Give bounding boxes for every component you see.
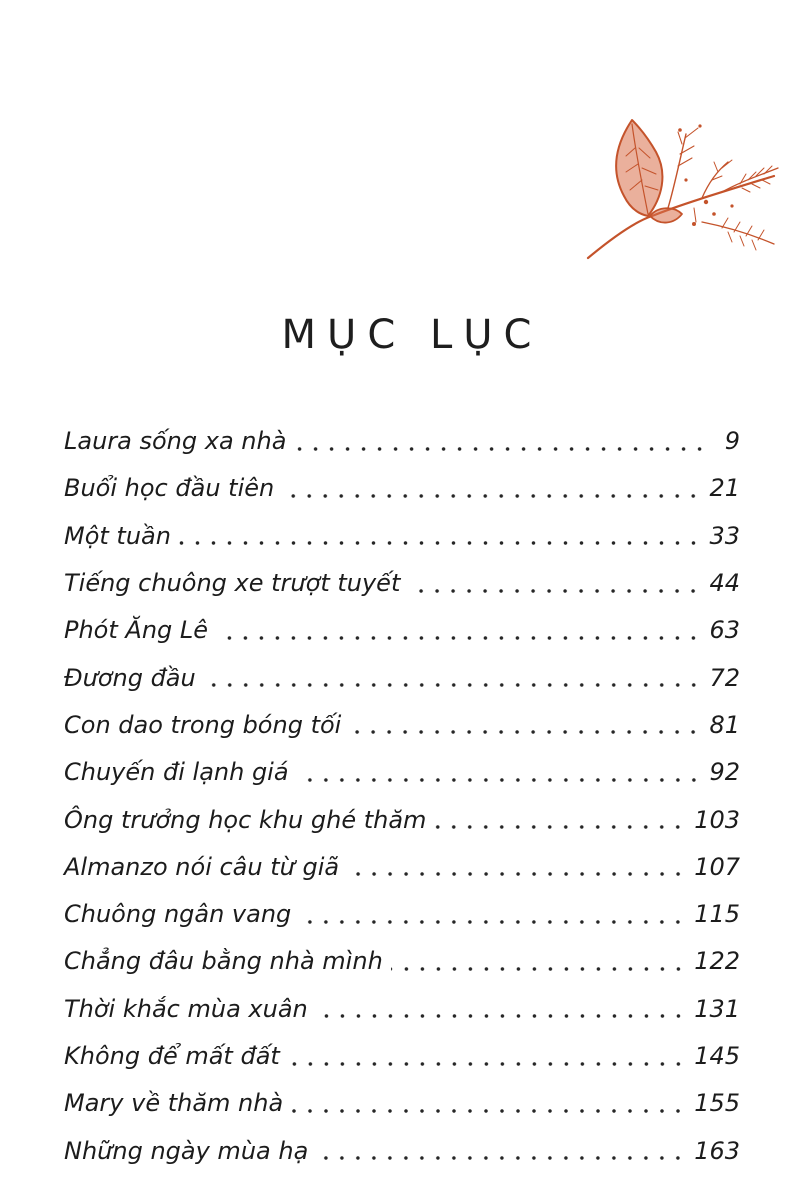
toc-entry-title: Con dao trong bóng tối — [64, 710, 342, 739]
toc-entry[interactable] — [64, 938, 740, 985]
dot-leader — [297, 777, 702, 783]
toc-entry-title: Chuông ngân vang — [64, 900, 292, 929]
toc-entry-page-number: 107 — [694, 852, 740, 881]
dot-leader — [282, 493, 701, 499]
toc-entry[interactable] — [64, 513, 740, 560]
toc-entry-title: Đương đầu — [64, 663, 196, 692]
toc-entry[interactable] — [64, 654, 740, 701]
toc-entry[interactable] — [64, 702, 740, 749]
dot-leader — [288, 1061, 686, 1067]
toc-entry-page-number: 145 — [694, 1042, 740, 1070]
page-title: MỤC LỤC — [281, 312, 543, 358]
toc-entry-page-number: 33 — [709, 521, 740, 550]
toc-entry-page-number: 155 — [694, 1089, 740, 1118]
toc-entry[interactable] — [64, 560, 740, 607]
toc-entry-page-number: 103 — [694, 805, 740, 834]
toc-entry-title: Phót Ăng Lê — [64, 616, 209, 645]
toc-entry[interactable] — [64, 465, 740, 512]
dot-leader — [294, 446, 708, 452]
toc-entry[interactable] — [64, 844, 740, 891]
toc-entry[interactable] — [64, 607, 740, 654]
toc-entry-title: Thời khắc mùa xuân — [64, 994, 308, 1023]
toc-entry[interactable] — [64, 749, 740, 796]
table-of-contents — [64, 418, 740, 1175]
toc-entry-title: Tiếng chuông xe trượt tuyết — [64, 569, 401, 598]
dot-leader — [316, 1155, 686, 1161]
toc-entry-page-number: 131 — [694, 994, 740, 1023]
toc-entry[interactable] — [64, 891, 740, 938]
toc-entry[interactable] — [64, 986, 740, 1033]
dot-leader — [349, 729, 701, 735]
dot-leader — [179, 540, 701, 546]
toc-entry[interactable] — [64, 1127, 740, 1174]
dot-leader — [391, 966, 686, 972]
toc-entry-page-number: 115 — [694, 900, 740, 929]
dot-leader — [291, 1108, 686, 1114]
toc-entry[interactable] — [64, 418, 740, 465]
dot-leader — [347, 871, 686, 877]
dot-leader — [299, 919, 686, 925]
toc-entry-title: Almanzo nói câu từ giã — [64, 852, 340, 881]
toc-entry-title: Một tuần — [64, 521, 171, 550]
toc-entry-title: Chuyến đi lạnh giá — [64, 758, 289, 787]
toc-entry[interactable] — [64, 1080, 740, 1127]
leaf-sprig-icon — [582, 118, 782, 266]
dot-leader — [408, 588, 701, 594]
toc-entry-title: Những ngày mùa hạ — [64, 1136, 309, 1165]
toc-entry-title: Ông trưởng học khu ghé thăm — [64, 805, 427, 834]
toc-entry-page-number: 44 — [709, 569, 740, 598]
toc-entry[interactable] — [64, 796, 740, 843]
dot-leader — [216, 635, 701, 641]
toc-entry-title: Laura sống xa nhà — [64, 427, 287, 456]
toc-entry-page-number: 72 — [709, 663, 740, 692]
toc-entry-page-number: 122 — [694, 947, 740, 976]
dot-leader — [316, 1013, 686, 1019]
toc-entry-title: Không để mất đất — [64, 1042, 280, 1070]
dot-leader — [434, 824, 686, 830]
dot-leader — [204, 682, 702, 688]
toc-entry-page-number: 81 — [709, 710, 740, 739]
toc-entry-title: Chẳng đâu bằng nhà mình — [64, 947, 383, 976]
toc-entry-page-number: 9 — [724, 427, 740, 456]
toc-entry-page-number: 21 — [709, 474, 740, 503]
toc-entry[interactable] — [64, 1033, 740, 1080]
toc-entry-title: Buổi học đầu tiên — [64, 474, 275, 503]
toc-entry-page-number: 63 — [709, 616, 740, 645]
toc-entry-page-number: 163 — [694, 1136, 740, 1165]
toc-entry-title: Mary về thăm nhà — [64, 1089, 284, 1118]
toc-entry-page-number: 92 — [709, 758, 740, 787]
